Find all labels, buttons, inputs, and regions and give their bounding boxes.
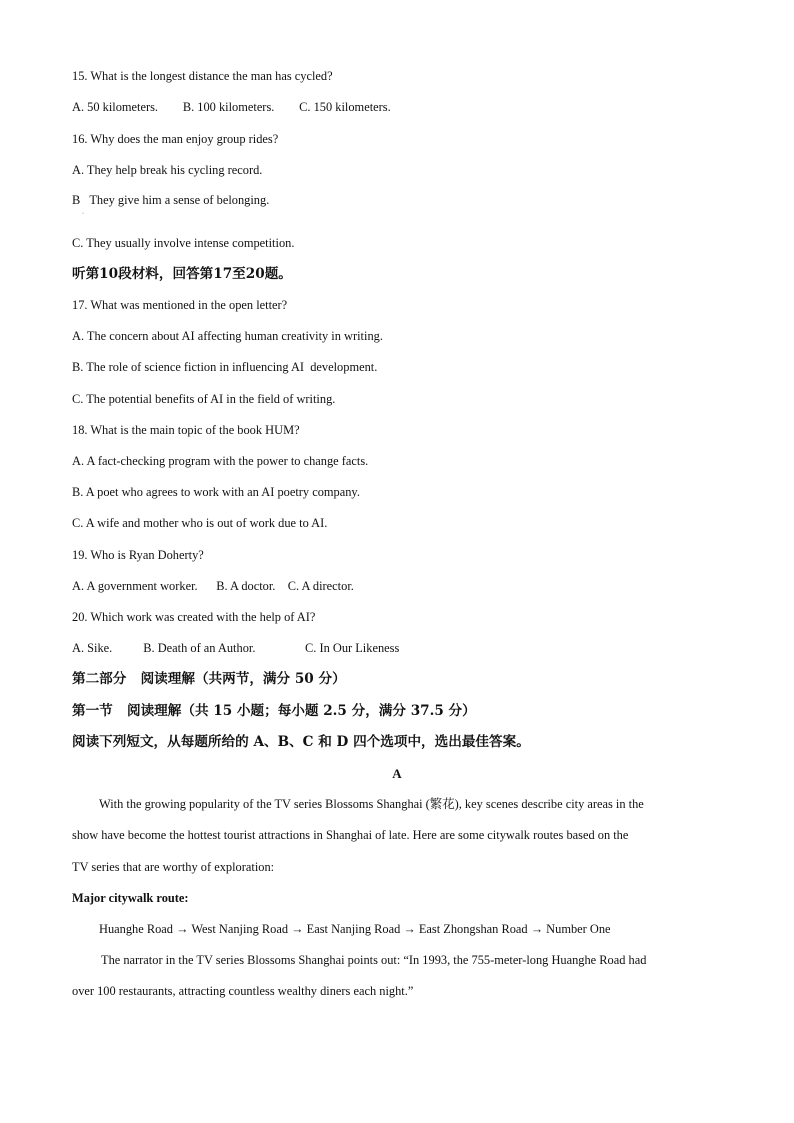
q18-stem: 18. What is the main topic of the book HUM?: [72, 423, 300, 437]
q18-option-b: B. A poet who agrees to work with an AI poetry company.: [72, 485, 360, 499]
q17-option-a: A. The concern about AI affecting human creativity in writing.: [72, 329, 383, 343]
q15-options: A. 50 kilometers. B. 100 kilometers. C. 150 kilometers.: [72, 100, 391, 114]
q16-option-a: A. They help break his cycling record.: [72, 163, 263, 177]
route-line: Huanghe Road → West Nanjing Road → East Nanjing Road → East Zhongshan Road → Number One: [99, 922, 611, 936]
q17-stem: 17. What was mentioned in the open letter?: [72, 298, 288, 312]
q16-option-c: C. They usually involve intense competition.: [72, 236, 295, 250]
q16-stem: 16. Why does the man enjoy group rides?: [72, 132, 279, 146]
q16-option-b: B They give him a sense of belonging.: [72, 193, 270, 207]
q19-stem: 19. Who is Ryan Doherty?: [72, 548, 204, 562]
q17-option-b: B. The role of science fiction in influencing AI development.: [72, 360, 378, 374]
q19-options: A. A government worker. B. A doctor. C. A director.: [72, 579, 354, 593]
q17-option-c: C. The potential benefits of AI in the field of writing.: [72, 392, 336, 406]
q20-stem: 20. Which work was created with the help of AI?: [72, 610, 316, 624]
para2-line2: over 100 restaurants, attracting countless wealthy diners each night.”: [72, 984, 414, 998]
part2-heading: 第二部分 阅读理解（共两节，满分 50 分）: [72, 671, 346, 687]
para1-line2: show have become the hottest tourist attractions in Shanghai of late. Here are some citywalk routes based on the: [72, 828, 629, 842]
para1-line3: TV series that are worthy of exploration:: [72, 860, 275, 874]
para1-line1: With the growing popularity of the TV series Blossoms Shanghai (繁花), key scenes describe city areas in the: [99, 797, 644, 811]
stray-dot-mark: ·: [82, 211, 84, 217]
passage-letter: A: [392, 766, 402, 781]
q20-options: A. Sike. B. Death of an Author. C. In Our Likeness: [72, 641, 400, 655]
q15-stem: 15. What is the longest distance the man has cycled?: [72, 69, 333, 83]
section-10-heading: 听第10段材料，回答第17至20题。: [72, 266, 292, 282]
instruction: 阅读下列短文，从每题所给的 A、B、C 和 D 四个选项中，选出最佳答案。: [72, 734, 530, 750]
q18-option-a: A. A fact-checking program with the power to change facts.: [72, 454, 369, 468]
route-heading: Major citywalk route:: [72, 891, 189, 905]
section1-heading: 第一节 阅读理解（共 15 小题；每小题 2.5 分，满分 37.5 分）: [72, 703, 476, 719]
para2-line1: The narrator in the TV series Blossoms Shanghai points out: “In 1993, the 755-meter-long Huanghe Road had: [101, 953, 647, 967]
q18-option-c: C. A wife and mother who is out of work due to AI.: [72, 516, 328, 530]
